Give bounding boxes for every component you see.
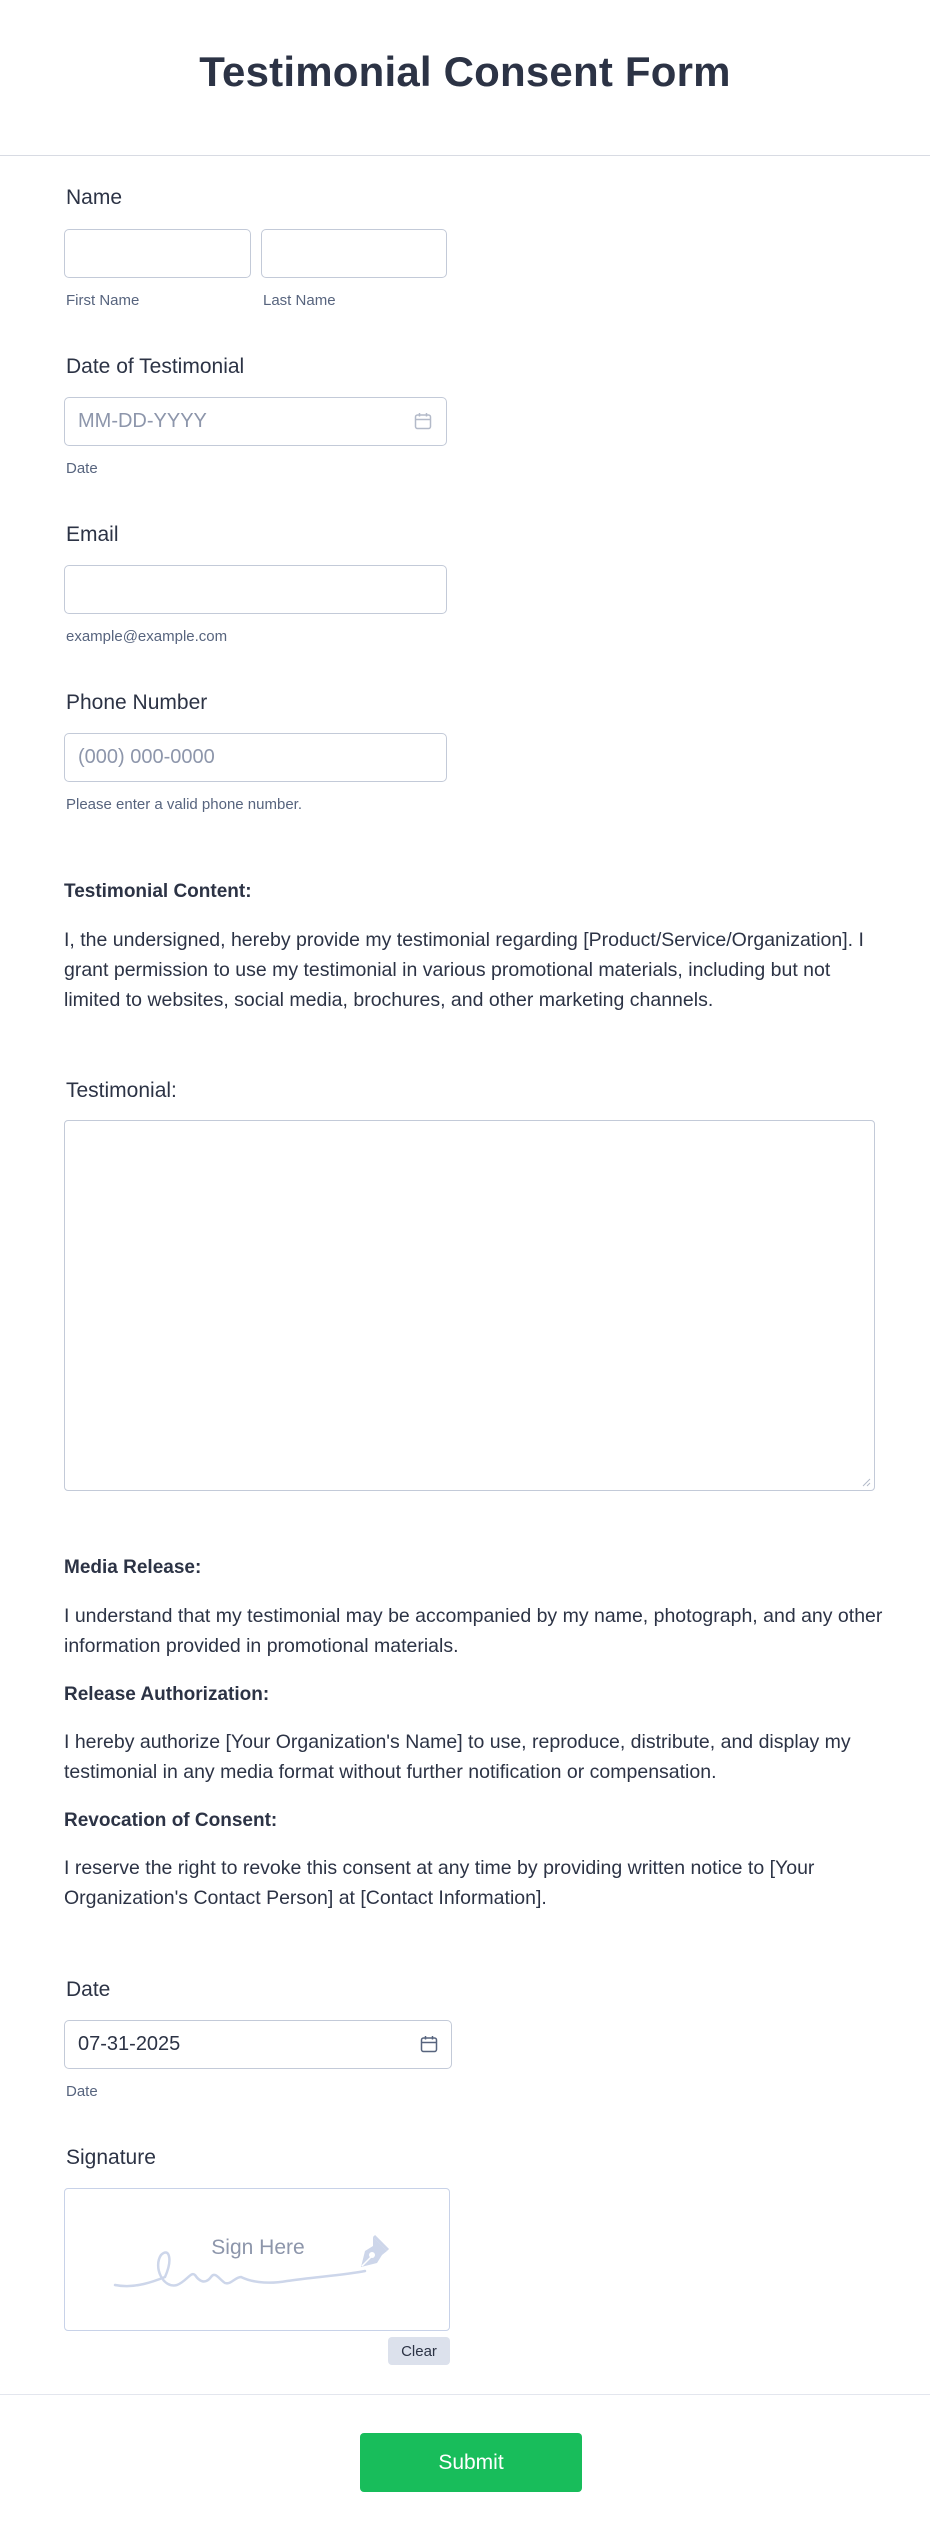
signed-date-input[interactable] (64, 2020, 452, 2069)
resize-grip-icon[interactable] (861, 1477, 871, 1487)
signed-date-sublabel: Date (66, 2083, 98, 2100)
media-release-title: Media Release: (64, 1557, 202, 1578)
submit-button[interactable]: Submit (360, 2433, 582, 2492)
testimonial-content-text: I, the undersigned, hereby provide my testimonial regarding [Product/Service/Organization]. I grant permission to use my testimonial in various promotional materials, including but not limited to websites, social media, brochures, and other marketing channels. (64, 929, 864, 1011)
media-release-text: I understand that my testimonial may be accompanied by my name, photograph, and any other information provided in promotional materials. (64, 1605, 883, 1657)
testimonial-textarea[interactable] (64, 1120, 875, 1491)
testimonial-date-input[interactable] (64, 397, 447, 446)
signature-scribble-icon (65, 2189, 451, 2332)
name-label: Name (66, 186, 123, 209)
signature-pad[interactable] (64, 2188, 450, 2331)
testimonial-date-label: Date of Testimonial (66, 355, 245, 378)
sign-here-placeholder: Sign Here (211, 2236, 305, 2259)
clear-signature-button[interactable]: Clear (388, 2337, 450, 2365)
last-name-sublabel: Last Name (263, 292, 336, 309)
first-name-input[interactable] (64, 229, 251, 278)
release-authorization-text: I hereby authorize [Your Organization's Name] to use, reproduce, distribute, and display my testimonial in any media format without further notification or compensation. (64, 1731, 851, 1783)
signature-label: Signature (66, 2146, 156, 2169)
calendar-icon[interactable] (414, 412, 432, 430)
revocation-title: Revocation of Consent: (64, 1810, 278, 1831)
form-header (0, 0, 930, 156)
last-name-input[interactable] (261, 229, 447, 278)
email-sublabel: example@example.com (66, 628, 228, 645)
revocation-text: I reserve the right to revoke this consent at any time by providing written notice to [Your Organization's Contact Person] at [Contact Information]. (64, 1857, 815, 1909)
release-authorization-title: Release Authorization: (64, 1684, 270, 1705)
signed-date-label: Date (66, 1978, 111, 2001)
calendar-icon[interactable] (420, 2035, 438, 2053)
testimonial-label: Testimonial: (66, 1079, 177, 1102)
phone-sublabel: Please enter a valid phone number. (66, 796, 302, 813)
pen-nib-icon (351, 2233, 391, 2273)
testimonial-date-sublabel: Date (66, 460, 98, 477)
phone-label: Phone Number (66, 691, 208, 714)
phone-input[interactable] (64, 733, 447, 782)
email-input[interactable] (64, 565, 447, 614)
email-label: Email (66, 523, 119, 546)
testimonial-content-title: Testimonial Content: (64, 881, 252, 902)
footer-divider (0, 2394, 930, 2395)
first-name-sublabel: First Name (66, 292, 140, 309)
page-title: Testimonial Consent Form (199, 48, 731, 95)
